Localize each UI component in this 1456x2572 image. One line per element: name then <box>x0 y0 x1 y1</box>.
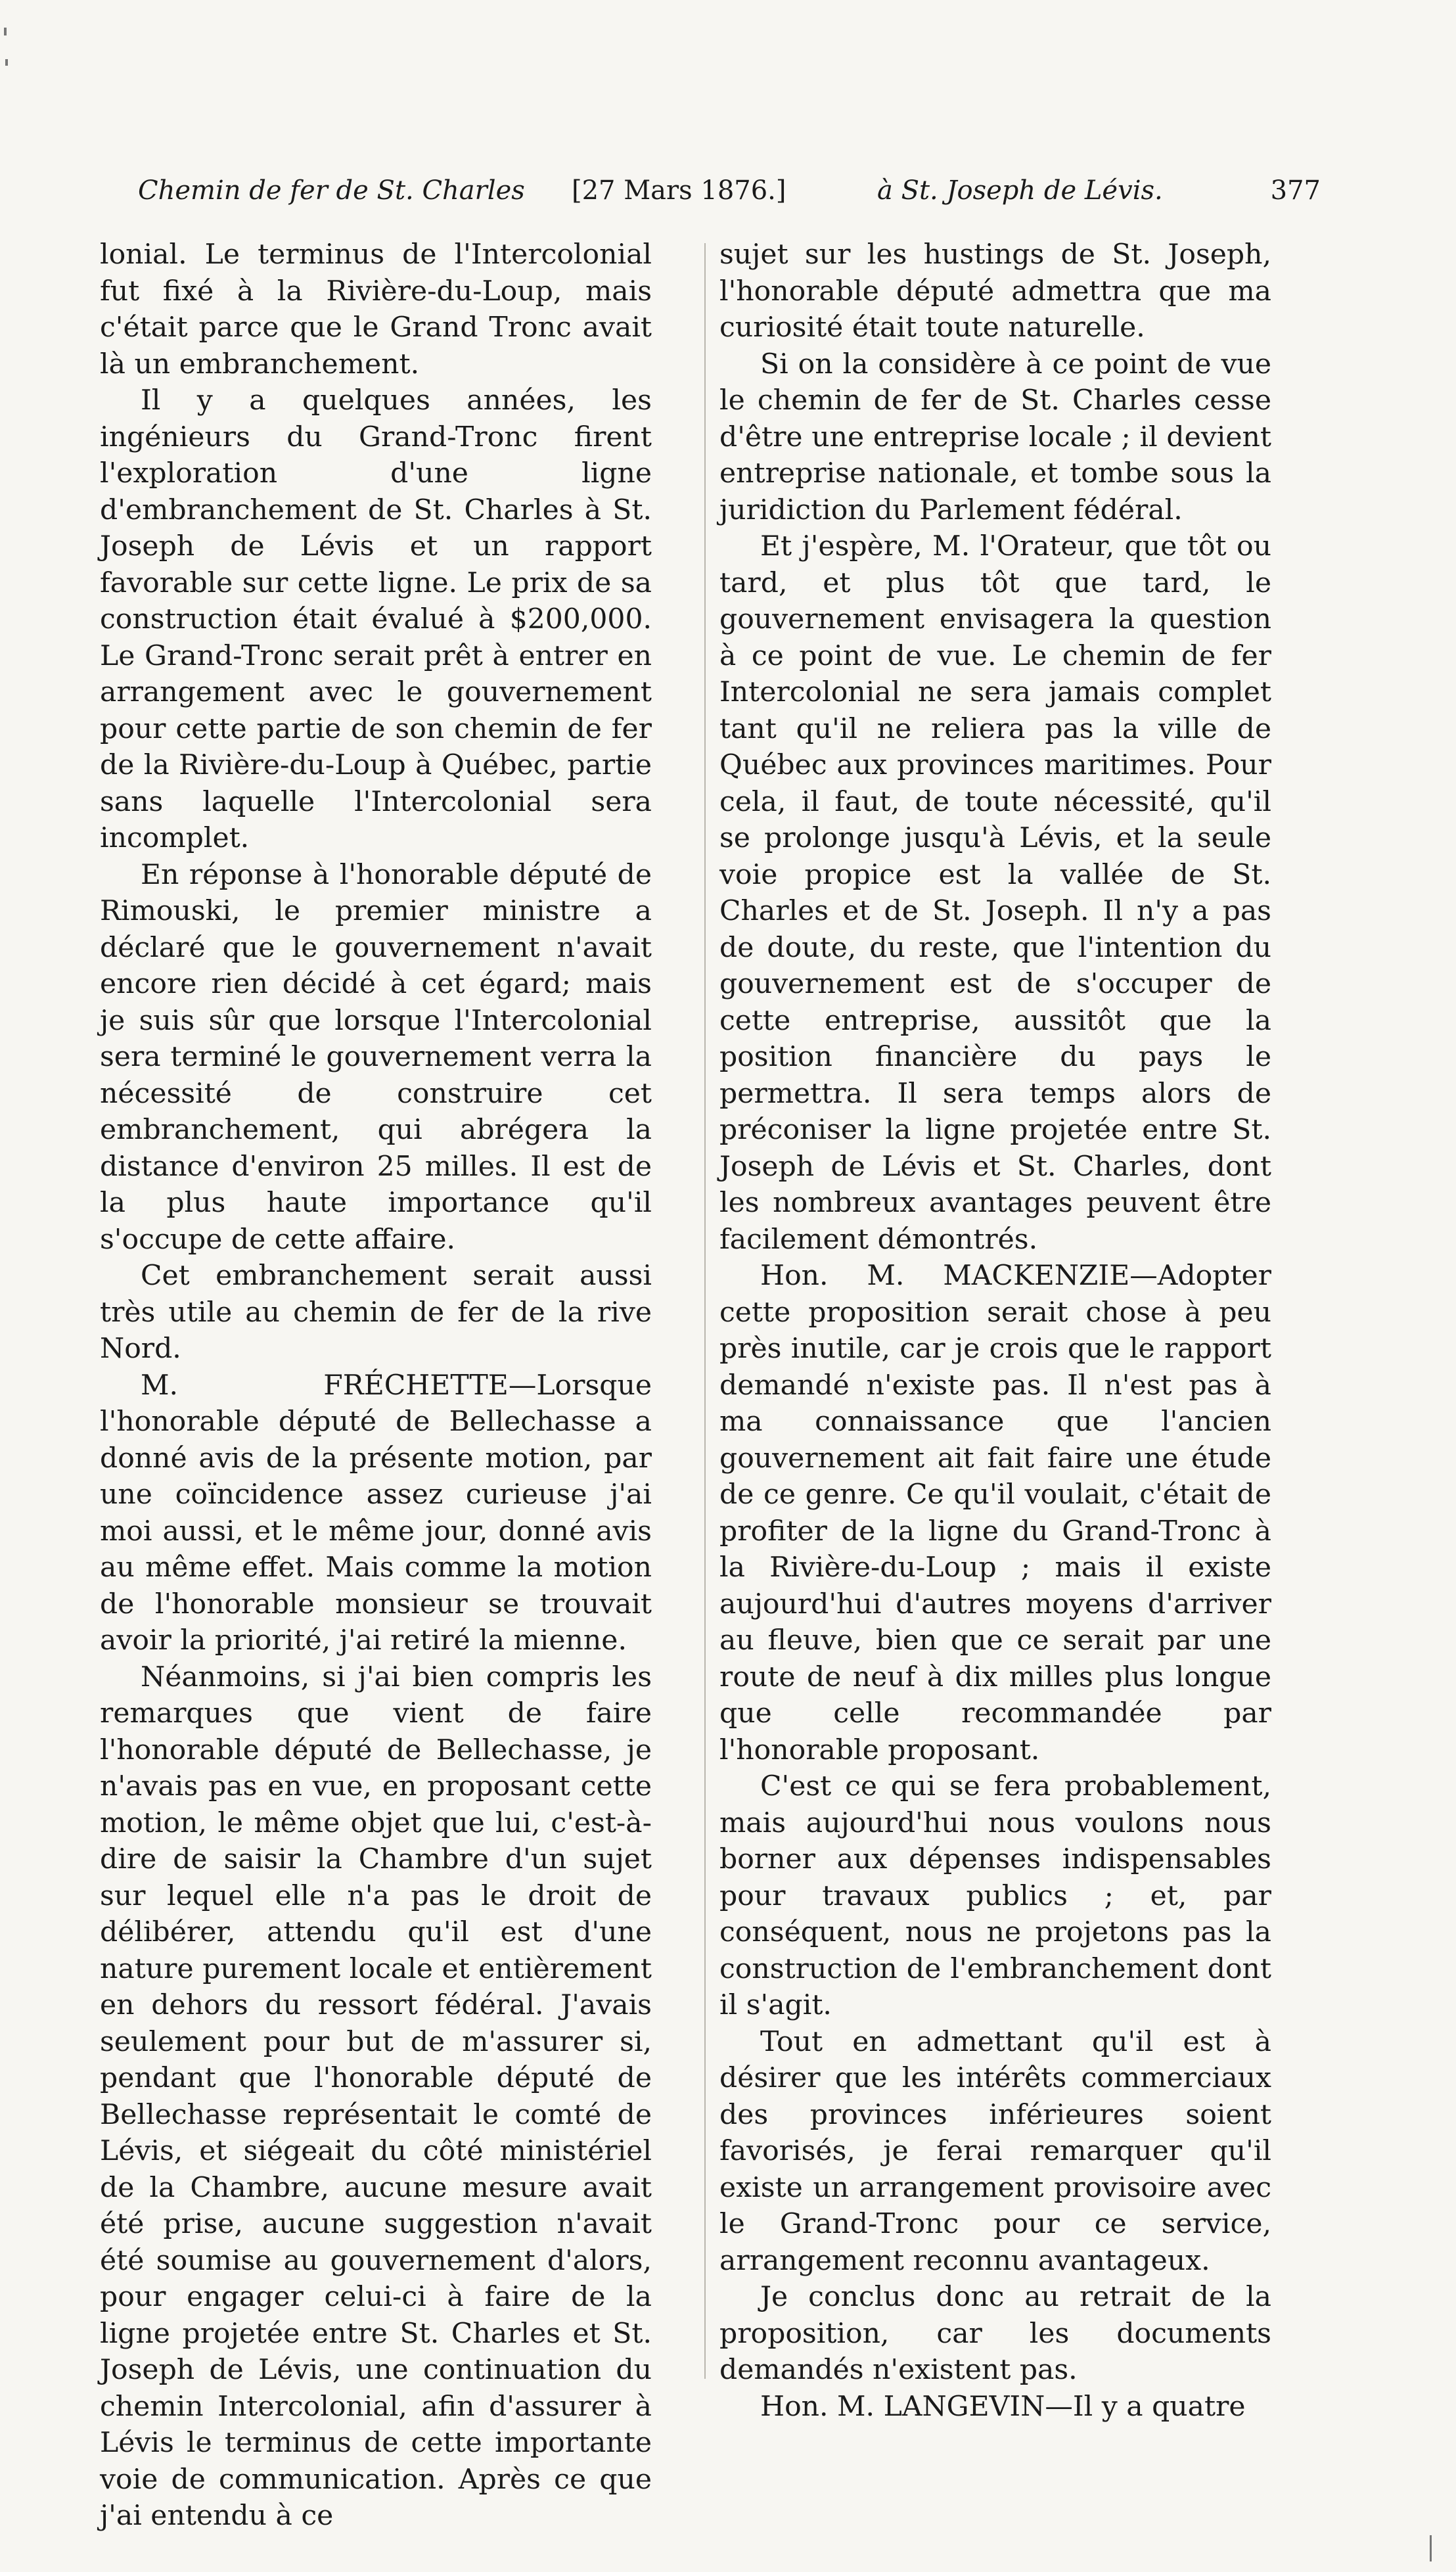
left-column <box>100 237 652 2535</box>
scan-edge-mark <box>5 59 8 66</box>
scan-edge-mark <box>1430 2535 1432 2561</box>
paragraph: Néanmoins, si j'ai bien compris les remarques que vient de faire l'honorable député de Bellechasse, je n'avais pas en vue, en proposant cette motion, le même objet que lui, c'est-à-dire de saisir la Chambre d'un sujet sur lequel elle n'a pas le droit de délibérer, attendu qu'il est d'une nature purement locale et entièrement en dehors du ressort fédéral. J'avais seulement pour but de m'assurer si, pendant que l'honorable député de Bellechasse représentait le comté de Lévis, et siégeait du côté ministériel de la Chambre, aucune mesure avait été prise, aucune suggestion n'avait été soumise au gouvernement d'alors, pour engager celui-ci à faire de la ligne projetée entre St. Charles et St. Joseph de Lévis, une continuation du chemin Intercolonial, afin d'assurer à Lévis le terminus de cette importante voie de communication. Après ce que j'ai entendu à ce <box>100 1661 652 2532</box>
paragraph: C'est ce qui se fera probablement, mais aujourd'hui nous voulons nous borner aux dépenses indispensables pour travaux publics ; et, par conséquent, nous ne projetons pas la construction de l'embranchement dont il s'agit. <box>719 1770 1271 2021</box>
session-date: [27 Mars 1876.] <box>572 175 786 206</box>
paragraph: M. FRÉCHETTE—Lorsque l'honorable député de Bellechasse a donné avis de la présente motion, par une coïncidence assez curieuse j'ai moi aussi, et le même jour, donné avis au même effet. Mais comme la motion de l'honorable monsieur se trouvait avoir la priorité, j'ai retiré la mienne. <box>100 1369 652 1657</box>
paragraph: Tout en admettant qu'il est à désirer que les intérêts commerciaux des provinces inférieures soient favorisés, je ferai remarquer qu'il existe un arrangement provisoire avec le Grand-Tronc pour ce service, arrangement reconnu avantageux. <box>719 2025 1271 2277</box>
page-number: 377 <box>1270 175 1321 206</box>
paragraph: En réponse à l'honorable député de Rimouski, le premier ministre a déclaré que le gouvernement n'avait encore rien décidé à cet égard; mais je suis sûr que lorsque l'Intercolonial sera terminé le gouvernement verra la nécessité de construire cet embranchement, qui abrégera la distance d'environ 25 milles. Il est de la plus haute importance qu'il s'occupe de cette affaire. <box>100 858 652 1256</box>
paragraph: Je conclus donc au retrait de la proposition, car les documents demandés n'existent pas. <box>719 2281 1271 2386</box>
paragraph: Cet embranchement serait aussi très utile au chemin de fer de la rive Nord. <box>100 1260 652 1365</box>
scan-edge-mark <box>4 28 7 35</box>
paragraph: lonial. Le terminus de l'Intercolonial fut fixé à la Rivière-du-Loup, mais c'était parce que le Grand Tronc avait là un embranchement. <box>100 239 652 380</box>
page-header <box>138 168 1321 214</box>
paragraph: Hon. M. LANGEVIN—Il y a quatre <box>760 2390 1246 2423</box>
running-title-right: à St. Joseph de Lévis. <box>877 175 1163 206</box>
paragraph: sujet sur les hustings de St. Joseph, l'honorable député admettra que ma curiosité était toute naturelle. <box>719 239 1271 344</box>
paragraph: Il y a quelques années, les ingénieurs du Grand-Tronc firent l'exploration d'une ligne d'embranchement de St. Charles à St. Joseph de Lévis et un rapport favorable sur cette ligne. Le prix de sa construction était évalué à $200,000. Le Grand-Tronc serait prêt à entrer en arrangement avec le gouvernement pour cette partie de son chemin de fer de la Rivière-du-Loup à Québec, partie sans laquelle l'Intercolonial sera incomplet. <box>100 384 652 854</box>
column-divider <box>704 243 706 2379</box>
paragraph: Et j'espère, M. l'Orateur, que tôt ou tard, et plus tôt que tard, le gouvernement envisagera la question à ce point de vue. Le chemin de fer Intercolonial ne sera jamais complet tant qu'il ne reliera pas la ville de Québec aux provinces maritimes. Pour cela, il faut, de toute nécessité, qu'il se prolonge jusqu'à Lévis, et la seule voie propice est la vallée de St. Charles et de St. Joseph. Il n'y a pas de doute, du reste, que l'intention du gouvernement est de s'occuper de cette entreprise, aussitôt que la position financière du pays le permettra. Il sera temps alors de préconiser la ligne projetée entre St. Joseph de Lévis et St. Charles, dont les nombreux avantages peuvent être facilement démontrés. <box>719 530 1271 1256</box>
right-column <box>719 237 1271 2425</box>
paragraph: Hon. M. MACKENZIE—Adopter cette proposition serait chose à peu près inutile, car je crois que le rapport demandé n'existe pas. Il n'est pas à ma connaissance que l'ancien gouvernement ait fait faire une étude de ce genre. Ce qu'il voulait, c'était de profiter de la ligne du Grand-Tronc à la Rivière-du-Loup ; mais il existe aujourd'hui d'autres moyens d'arriver au fleuve, bien que ce serait par une route de neuf à dix milles plus longue que celle recommandée par l'honorable proposant. <box>719 1260 1271 1766</box>
paragraph: Si on la considère à ce point de vue le chemin de fer de St. Charles cesse d'être une entreprise locale ; il devient entreprise nationale, et tombe sous la juridiction du Parlement fédéral. <box>719 348 1271 526</box>
running-title-left: Chemin de fer de St. Charles <box>138 175 525 206</box>
